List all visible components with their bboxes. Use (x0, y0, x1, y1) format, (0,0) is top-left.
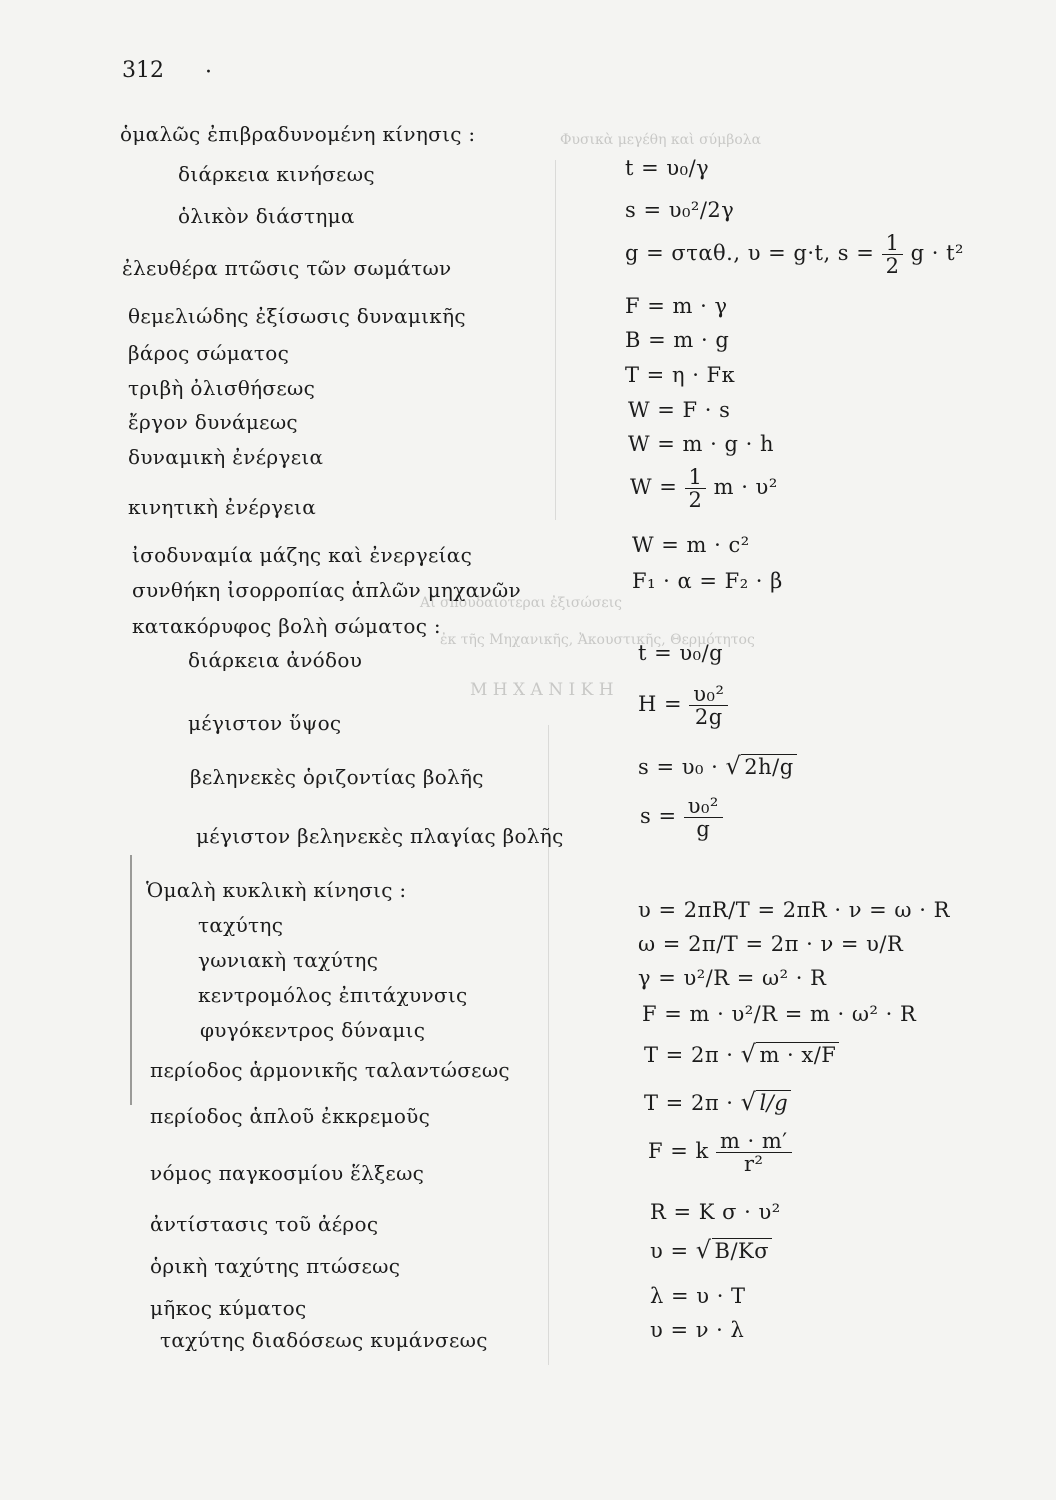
formula-label: ἰσοδυναμία μάζης καὶ ἐνεργείας (132, 543, 473, 567)
formula-label: περίοδος ἁρμονικῆς ταλαντώσεως (150, 1058, 510, 1082)
fraction-denominator: 2g (694, 705, 723, 730)
formula: B = m · g (625, 328, 730, 352)
formula-label: βάρος σώματος (128, 341, 290, 365)
formula: υ = ν · λ (650, 1318, 745, 1342)
formula-part: W = (630, 475, 678, 500)
formula-part: H = (638, 692, 683, 717)
formula-label: νόμος παγκοσμίου ἕλξεως (150, 1161, 425, 1185)
formula: R = K σ · υ² (650, 1200, 781, 1224)
fraction-denominator: r² (744, 1152, 764, 1177)
bleed-through-subheading: Αἱ σπουδαιότεραι ἐξισώσεις (420, 595, 622, 611)
fraction-numerator: 1 (685, 466, 707, 489)
fraction (684, 795, 723, 840)
formula: T = η · Fκ (625, 363, 736, 387)
sqrt-sign-icon: √ (725, 752, 742, 780)
formula-label: συνθήκη ἰσορροπίας ἁπλῶν μηχανῶν (132, 578, 521, 602)
formula: t = υ₀/g (638, 641, 724, 665)
formula-label: φυγόκεντρος δύναμις (200, 1018, 426, 1042)
page-dot: · (205, 60, 212, 85)
sqrt-sign-icon: √ (695, 1236, 712, 1264)
formula-part: g · t² (910, 241, 964, 266)
formula: t = υ₀/γ (625, 156, 710, 180)
formula: λ = υ · T (650, 1284, 746, 1308)
formula-label: κεντρομόλος ἐπιτάχυνσις (198, 983, 468, 1007)
formula-label: ἀντίστασις τοῦ ἀέρος (150, 1212, 379, 1236)
formula (648, 1130, 792, 1175)
formula (625, 232, 964, 277)
sqrt-sign-icon: √ (740, 1088, 757, 1116)
fraction-denominator: 2 (688, 488, 703, 513)
bleed-through-heading: Φυσικὰ μεγέθη καὶ σύμβολα (560, 132, 762, 148)
formula: F₁ · α = F₂ · β (632, 569, 783, 593)
formula: γ = υ²/R = ω² · R (638, 966, 827, 990)
formula-label: τριβὴ ὀλισθήσεως (128, 376, 316, 400)
formula (640, 795, 723, 840)
formula: W = m · g · h (628, 432, 774, 456)
formula (638, 752, 797, 780)
formula-label: ὁρικὴ ταχύτης πτώσεως (150, 1254, 401, 1278)
formula: F = m · υ²/R = m · ω² · R (642, 1002, 917, 1026)
formula: υ = 2πR/T = 2πR · ν = ω · R (638, 898, 950, 922)
sqrt-sign-icon: √ (740, 1040, 757, 1068)
formula-label: γωνιακὴ ταχύτης (198, 948, 379, 972)
formula-label: βεληνεκὲς ὁριζοντίας βολῆς (190, 765, 484, 789)
formula-label: ὁλικὸν διάστημα (178, 204, 355, 228)
formula: W = m · c² (632, 533, 750, 557)
radicand: l/g (756, 1090, 791, 1115)
bleed-through-mechanics: Μ Η Χ Α Ν Ι Κ Η (470, 680, 614, 700)
formula-label: δυναμικὴ ἐνέργεια (128, 445, 324, 469)
radicand: m · x/F (756, 1042, 839, 1067)
radicand: B/Kσ (712, 1238, 773, 1263)
formula (638, 683, 728, 728)
formula-label: θεμελιώδης ἐξίσωσις δυναμικῆς (128, 304, 466, 328)
formula-part: g = σταθ., υ = g·t, s = (625, 241, 875, 266)
formula-label: ταχύτης διαδόσεως κυμάνσεως (160, 1328, 488, 1352)
formula-part: s = (640, 804, 677, 829)
formula-label: κινητικὴ ἐνέργεια (128, 495, 317, 519)
section-heading: κατακόρυφος βολὴ σώματος : (132, 614, 441, 638)
fraction (689, 683, 728, 728)
formula-label: περίοδος ἁπλοῦ ἐκκρεμοῦς (150, 1104, 431, 1128)
section-heading: ὁμαλῶς ἐπιβραδυνομένη κίνησις : (120, 122, 476, 146)
formula-label: μέγιστον βεληνεκὲς πλαγίας βολῆς (196, 824, 564, 848)
formula-part: F = k (648, 1139, 709, 1164)
formula: F = m · γ (625, 294, 728, 318)
formula: s = υ₀²/2γ (625, 198, 735, 222)
bleed-through-rule (548, 725, 549, 1365)
fraction-numerator: 1 (882, 232, 904, 255)
formula-part: m · υ² (713, 475, 778, 500)
formula-label: διάρκεια κινήσεως (178, 162, 375, 186)
formula-label: διάρκεια ἀνόδου (188, 648, 363, 672)
formula (644, 1040, 839, 1068)
page-number: 312 (122, 58, 164, 83)
radicand: 2h/g (741, 754, 796, 779)
fraction (882, 232, 904, 277)
formula (644, 1088, 791, 1116)
bleed-through-subheading-2: ἐκ τῆς Μηχανικῆς, Ἀκουστικῆς, Θερμότητος (440, 632, 755, 648)
formula-part: υ = (650, 1239, 689, 1263)
fraction (716, 1130, 792, 1175)
margin-rule (130, 855, 132, 1105)
formula-label: ἔργον δυνάμεως (128, 410, 298, 434)
formula-part: s = υ₀ · (638, 755, 719, 779)
fraction-numerator: m · m′ (716, 1130, 792, 1153)
formula: W = F · s (628, 398, 731, 422)
fraction-numerator: υ₀² (684, 795, 723, 818)
bleed-through-rule (555, 160, 556, 520)
formula-part: T = 2π · (644, 1091, 734, 1115)
formula (630, 466, 778, 511)
fraction-numerator: υ₀² (689, 683, 728, 706)
fraction-denominator: g (696, 817, 711, 842)
formula-label: μῆκος κύματος (150, 1296, 307, 1320)
formula-label: ἐλευθέρα πτῶσις τῶν σωμάτων (122, 256, 452, 280)
formula (650, 1236, 772, 1264)
fraction (685, 466, 707, 511)
formula-label: μέγιστον ὕψος (188, 711, 342, 735)
fraction-denominator: 2 (885, 254, 900, 279)
formula: ω = 2π/T = 2π · ν = υ/R (638, 932, 904, 956)
section-heading: Ὁμαλὴ κυκλικὴ κίνησις : (146, 878, 407, 902)
formula-label: ταχύτης (198, 913, 284, 937)
formula-part: T = 2π · (644, 1043, 734, 1067)
